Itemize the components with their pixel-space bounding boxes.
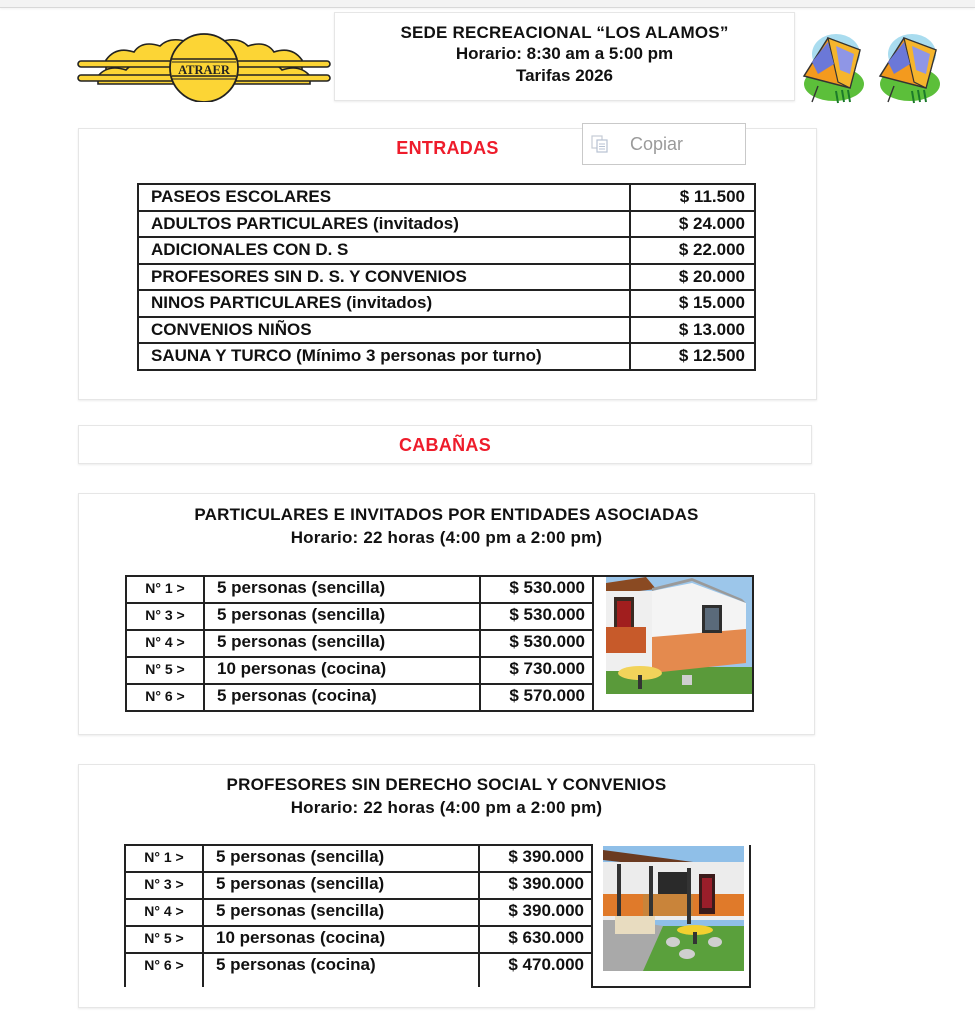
section-title: PARTICULARES E INVITADOS POR ENTIDADES ASOCIADAS bbox=[194, 505, 699, 524]
table-row bbox=[125, 845, 750, 872]
cabin-price: $ 390.000 bbox=[479, 872, 592, 899]
cabin-price-table bbox=[125, 575, 754, 712]
cabin-section-particulares bbox=[78, 493, 815, 735]
cabin-description: 5 personas (sencilla) bbox=[203, 899, 479, 926]
cabin-price: $ 530.000 bbox=[480, 630, 593, 657]
cabin-price: $ 630.000 bbox=[479, 926, 592, 953]
entry-name: NINOS PARTICULARES (invitados) bbox=[138, 290, 630, 317]
cabin-price: $ 570.000 bbox=[480, 684, 593, 711]
cabin-photo-cell bbox=[593, 576, 753, 711]
table-row bbox=[138, 290, 755, 317]
cabin-description: 5 personas (sencilla) bbox=[203, 872, 479, 899]
cabin-description: 5 personas (sencilla) bbox=[204, 630, 480, 657]
cabin-number: N° 4 > bbox=[125, 899, 203, 926]
venue-title: SEDE RECREACIONAL “LOS ALAMOS” bbox=[400, 23, 729, 42]
entry-name: SAUNA Y TURCO (Mínimo 3 personas por turno) bbox=[138, 343, 630, 370]
cabanas-title-card bbox=[78, 425, 812, 464]
cabanas-title: CABAÑAS bbox=[398, 435, 492, 455]
cabin-price: $ 530.000 bbox=[480, 603, 593, 630]
cabin-price: $ 530.000 bbox=[480, 576, 593, 603]
cabin-description: 10 personas (cocina) bbox=[204, 657, 480, 684]
cabin-photo-cell bbox=[592, 845, 750, 987]
cabin-description: 5 personas (cocina) bbox=[204, 684, 480, 711]
tent-icon bbox=[874, 28, 944, 106]
entry-price: $ 12.500 bbox=[630, 343, 755, 370]
entry-price: $ 15.000 bbox=[630, 290, 755, 317]
header-card bbox=[334, 12, 795, 101]
cabin-number: N° 1 > bbox=[126, 576, 204, 603]
cabin-number: N° 5 > bbox=[125, 926, 203, 953]
entry-price: $ 20.000 bbox=[630, 264, 755, 291]
table-row bbox=[138, 237, 755, 264]
section-title: PROFESORES SIN DERECHO SOCIAL Y CONVENIOS bbox=[226, 775, 667, 794]
table-row bbox=[138, 264, 755, 291]
venue-schedule: Horario: 8:30 am a 5:00 pm bbox=[455, 44, 674, 63]
section-schedule: Horario: 22 horas (4:00 pm a 2:00 pm) bbox=[290, 528, 603, 547]
table-row bbox=[138, 211, 755, 238]
cabin-price: $ 470.000 bbox=[479, 953, 592, 987]
entradas-table bbox=[137, 183, 756, 371]
cabin-section-profesores bbox=[78, 764, 815, 1008]
entradas-card bbox=[78, 128, 817, 400]
cabin-description: 5 personas (cocina) bbox=[203, 953, 479, 987]
cabin-description: 5 personas (sencilla) bbox=[204, 576, 480, 603]
entry-price: $ 13.000 bbox=[630, 317, 755, 344]
entry-name: CONVENIOS NIÑOS bbox=[138, 317, 630, 344]
cabin-photo bbox=[603, 846, 744, 971]
cabin-price: $ 730.000 bbox=[480, 657, 593, 684]
table-row bbox=[126, 576, 753, 603]
section-schedule: Horario: 22 horas (4:00 pm a 2:00 pm) bbox=[290, 798, 603, 817]
browser-top-bar bbox=[0, 0, 975, 8]
cabin-price-table bbox=[124, 844, 751, 988]
cabin-number: N° 1 > bbox=[125, 845, 203, 872]
cabin-number: N° 4 > bbox=[126, 630, 204, 657]
entry-price: $ 22.000 bbox=[630, 237, 755, 264]
entradas-title: ENTRADAS bbox=[396, 138, 499, 158]
cabin-price: $ 390.000 bbox=[479, 845, 592, 872]
cabin-photo bbox=[606, 577, 752, 694]
tent-icon bbox=[798, 28, 868, 106]
table-row bbox=[138, 343, 755, 370]
copy-button[interactable] bbox=[582, 123, 746, 165]
entry-price: $ 24.000 bbox=[630, 211, 755, 238]
cabin-number: N° 3 > bbox=[125, 872, 203, 899]
atraer-logo bbox=[76, 30, 332, 102]
cabin-number: N° 6 > bbox=[126, 684, 204, 711]
table-row bbox=[138, 184, 755, 211]
entry-price: $ 11.500 bbox=[630, 184, 755, 211]
cabin-number: N° 5 > bbox=[126, 657, 204, 684]
cabin-description: 5 personas (sencilla) bbox=[203, 845, 479, 872]
table-row bbox=[138, 317, 755, 344]
entry-name: PROFESORES SIN D. S. Y CONVENIOS bbox=[138, 264, 630, 291]
cabin-description: 5 personas (sencilla) bbox=[204, 603, 480, 630]
copy-button-label: Copiar bbox=[630, 133, 684, 154]
cabin-number: N° 3 > bbox=[126, 603, 204, 630]
cabin-price: $ 390.000 bbox=[479, 899, 592, 926]
entry-name: ADULTOS PARTICULARES (invitados) bbox=[138, 211, 630, 238]
venue-rates-year: Tarifas 2026 bbox=[515, 66, 614, 85]
copy-icon bbox=[591, 135, 609, 153]
cabin-description: 10 personas (cocina) bbox=[203, 926, 479, 953]
entry-name: PASEOS ESCOLARES bbox=[138, 184, 630, 211]
cabin-number: N° 6 > bbox=[125, 953, 203, 987]
svg-text:ATRAER: ATRAER bbox=[178, 63, 230, 77]
entry-name: ADICIONALES CON D. S bbox=[138, 237, 630, 264]
